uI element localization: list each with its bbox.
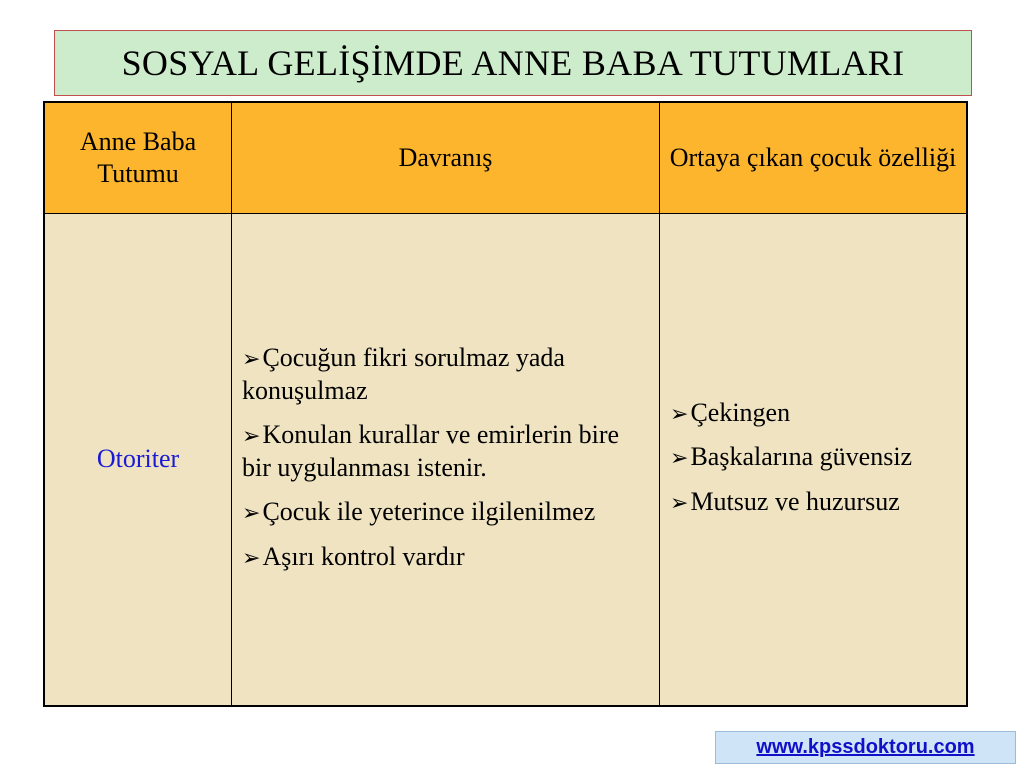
header-cell-style	[45, 103, 232, 214]
header-cell-behavior	[232, 103, 660, 214]
style-name: Otoriter	[96, 444, 180, 474]
behavior-text: Konulan kurallar ve emirlerin bire bir uygulanması istenir.	[242, 420, 620, 482]
header-cell-outcome	[660, 103, 966, 214]
list-item	[670, 397, 952, 430]
arrowhead-bullet-icon: ➢	[670, 490, 689, 516]
behavior-text: Çocuk ile yeterince ilgilenilmez	[262, 497, 596, 526]
outcome-list	[660, 214, 966, 705]
header-label-outcome: Ortaya çıkan çocuk özelliği	[669, 142, 957, 172]
header-label-style: Anne Baba Tutumu	[79, 126, 197, 188]
parenting-styles-table	[43, 101, 968, 707]
title-box	[54, 30, 972, 96]
header-label-behavior: Davranış	[398, 142, 493, 172]
list-item	[242, 496, 637, 529]
behavior-list	[232, 214, 660, 705]
outcome-text: Çekingen	[690, 397, 791, 427]
arrowhead-bullet-icon: ➢	[242, 347, 261, 372]
list-item	[242, 541, 637, 574]
arrowhead-bullet-icon: ➢	[670, 401, 689, 427]
arrowhead-bullet-icon: ➢	[242, 424, 261, 449]
behavior-text: Aşırı kontrol vardır	[262, 541, 465, 571]
list-item	[670, 486, 952, 519]
list-item	[670, 441, 952, 474]
arrowhead-bullet-icon: ➢	[670, 446, 689, 472]
arrowhead-bullet-icon: ➢	[242, 501, 261, 526]
outcome-text: Başkalarına güvensiz	[690, 442, 913, 472]
page-title: SOSYAL GELİŞİMDE ANNE BABA TUTUMLARI	[121, 43, 905, 83]
website-link[interactable]: www.kpssdoktoru.com	[756, 736, 975, 758]
footer-link-box[interactable]	[715, 731, 1016, 764]
arrowhead-bullet-icon: ➢	[242, 545, 261, 571]
list-item	[242, 342, 637, 407]
outcome-text: Mutsuz ve huzursuz	[690, 486, 900, 516]
list-item	[242, 419, 637, 484]
behavior-text: Çocuğun fikri sorulmaz yada konuşulmaz	[242, 343, 565, 405]
style-cell	[45, 214, 232, 705]
